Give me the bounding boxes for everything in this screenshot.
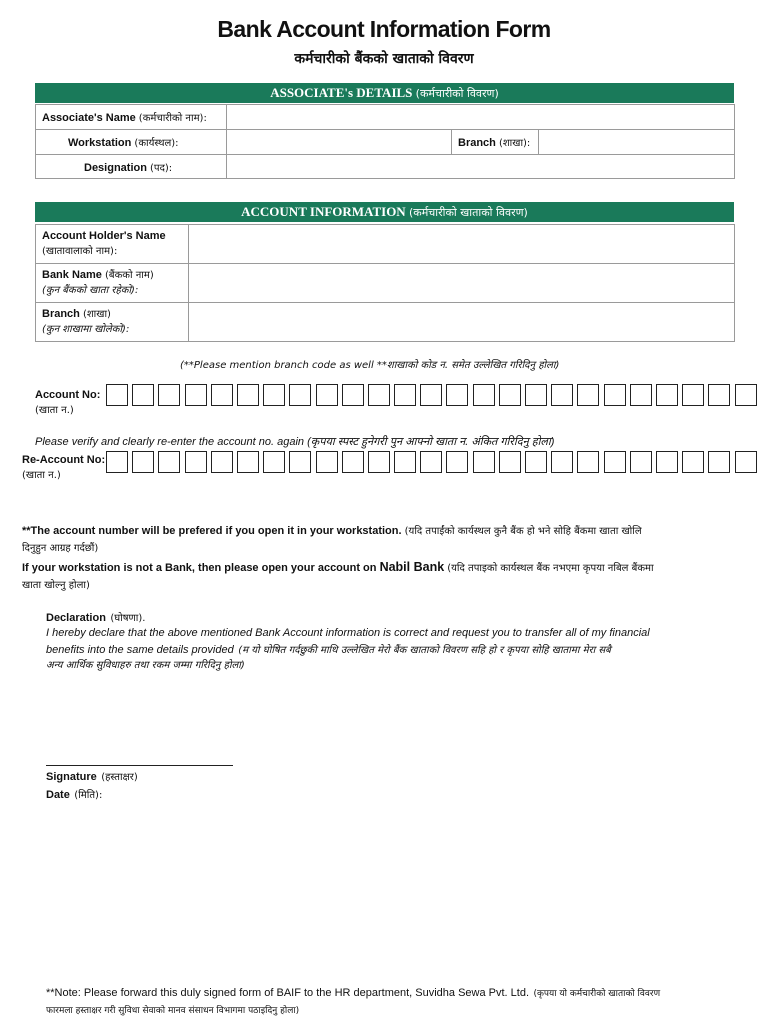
account-no-digit-box[interactable]: [525, 384, 547, 406]
associate-heading-dev: (कर्मचारीको विवरण): [415, 87, 499, 100]
re-account-no-digit-box[interactable]: [316, 451, 338, 473]
note-line-2-dev: दिनुहुन आग्रह गर्दछौं): [22, 543, 99, 554]
declaration-line-1: I hereby declare that the above mentioned Bank Account information is correct and request you to transfer all of my financial: [46, 627, 650, 639]
label-sub-dev: (कुन बैंकको खाता रहेको):: [42, 285, 139, 296]
account-branch-label: [36, 303, 189, 342]
re-account-no-digit-box[interactable]: [604, 451, 626, 473]
label-text: Account Holder's Name: [42, 230, 166, 242]
label-dev: (खातावालाको नाम):: [42, 246, 118, 257]
declaration-line-3-dev: अन्य आर्थिक सुविधाहरु तथा रकम जम्मा गरिदिनु होला): [46, 660, 245, 671]
re-account-no-digit-box[interactable]: [499, 451, 521, 473]
declaration-heading: Declaration: [46, 612, 106, 624]
re-account-no-digit-box[interactable]: [551, 451, 573, 473]
associate-heading-text: ASSOCIATE's DETAILS: [270, 85, 413, 100]
re-account-no-digit-box[interactable]: [473, 451, 495, 473]
footer-line-1-dev: (कृपया यो कर्मचारीको खाताको विवरण: [533, 989, 661, 999]
re-account-no-digit-box[interactable]: [446, 451, 468, 473]
label-dev: (शाखा):: [498, 138, 531, 149]
account-no-digit-box[interactable]: [630, 384, 652, 406]
account-no-digit-box[interactable]: [211, 384, 233, 406]
account-no-digit-box[interactable]: [158, 384, 180, 406]
label-text: Designation: [84, 161, 147, 174]
account-no-digit-box[interactable]: [499, 384, 521, 406]
account-no-digit-box[interactable]: [289, 384, 311, 406]
preference-note: [22, 523, 752, 594]
account-no-digit-box[interactable]: [263, 384, 285, 406]
re-account-no-digit-box[interactable]: [158, 451, 180, 473]
account-no-digit-box[interactable]: [446, 384, 468, 406]
footer-line-2-dev: फारमला हस्ताक्षर गरी सुविधा सेवाको मानव संसाधन विभागमा पठाइदिनु होला): [46, 1006, 300, 1016]
account-holder-field[interactable]: [189, 225, 735, 264]
declaration-heading-dev: (घोषणा).: [110, 613, 146, 624]
associate-details-table: [35, 104, 735, 179]
workstation-label: [36, 130, 227, 155]
branch-code-note: (**Please mention branch code as well **शाखाको कोड न. समेत उल्लेखित गरिदिनु होला): [180, 360, 560, 371]
account-no-digit-box[interactable]: [185, 384, 207, 406]
account-heading-dev: (कर्मचारीको खाताको विवरण): [408, 206, 528, 219]
re-account-no-digit-box[interactable]: [525, 451, 547, 473]
account-no-digit-box[interactable]: [473, 384, 495, 406]
re-account-no-digit-box[interactable]: [630, 451, 652, 473]
label-text: Branch: [42, 308, 80, 320]
footer-note: [46, 983, 756, 1020]
label-dev: (खाता न.): [22, 470, 61, 481]
re-account-no-digit-box[interactable]: [106, 451, 128, 473]
re-account-no-digit-box[interactable]: [735, 451, 757, 473]
note-line-3-dev: (यदि तपाइको कार्यस्थल बैंक नभएमा कृपया नबिल बैंकमा: [447, 563, 654, 574]
re-account-no-digit-box[interactable]: [682, 451, 704, 473]
re-account-no-digit-box[interactable]: [577, 451, 599, 473]
label-dev: (कार्यस्थल):: [134, 138, 179, 149]
date-label-dev: (मिति):: [74, 790, 103, 801]
account-no-label: [35, 388, 100, 418]
account-no-digit-box[interactable]: [604, 384, 626, 406]
label-dev: (पद):: [150, 162, 173, 174]
bank-name-field[interactable]: [189, 264, 735, 303]
associate-details-heading: [35, 83, 734, 103]
re-account-no-digit-box[interactable]: [394, 451, 416, 473]
label-text: Re-Account No:: [22, 454, 106, 466]
re-account-no-digit-box[interactable]: [368, 451, 390, 473]
form-title: Bank Account Information Form: [217, 16, 551, 42]
associate-name-label: [36, 105, 227, 130]
account-no-digit-box[interactable]: [735, 384, 757, 406]
signature-label: Signature: [46, 771, 97, 783]
account-information-heading: [35, 202, 734, 222]
re-account-no-digit-box[interactable]: [185, 451, 207, 473]
designation-field[interactable]: [227, 155, 735, 179]
account-no-digit-box[interactable]: [106, 384, 128, 406]
signature-line[interactable]: [46, 765, 233, 766]
note-line-1-dev: (यदि तपाईंको कार्यस्थल कुनै बैंक हो भने सोहि बैंकमा खाता खोलि: [404, 526, 642, 537]
label-text: Associate's Name: [42, 112, 136, 124]
account-no-digit-box[interactable]: [420, 384, 442, 406]
signature-block: [46, 768, 138, 804]
associate-name-field[interactable]: [227, 105, 735, 130]
label-text: Account No:: [35, 389, 101, 401]
workstation-field[interactable]: [227, 130, 452, 155]
account-information-table: [35, 224, 735, 342]
bank-name-label: [36, 264, 189, 303]
re-account-no-digit-box[interactable]: [211, 451, 233, 473]
label-text: Workstation: [68, 137, 132, 149]
label-dev: (शाखा): [82, 309, 111, 320]
declaration-block: [46, 609, 746, 673]
account-no-digit-box[interactable]: [394, 384, 416, 406]
re-account-no-boxes: [106, 451, 761, 473]
label-dev: (बैंकको नाम): [104, 270, 154, 281]
designation-label: [36, 155, 227, 179]
footer-line-1: **Note: Please forward this duly signed form of BAIF to the HR department, Suvidha Sewa Pvt. Ltd.: [46, 987, 530, 999]
re-account-no-digit-box[interactable]: [708, 451, 730, 473]
label-text: Bank Name: [42, 269, 102, 281]
re-account-no-digit-box[interactable]: [237, 451, 259, 473]
re-account-no-digit-box[interactable]: [263, 451, 285, 473]
note-line-4-dev: खाता खोल्नु होला): [22, 580, 90, 591]
account-no-digit-box[interactable]: [316, 384, 338, 406]
date-label: Date: [46, 789, 70, 801]
label-sub-dev: (कुन शाखामा खोलेको):: [42, 324, 130, 335]
branch-field[interactable]: [539, 130, 735, 155]
signature-label-dev: (हस्ताक्षर): [101, 772, 138, 783]
re-account-no-digit-box[interactable]: [420, 451, 442, 473]
re-account-no-label: [22, 453, 105, 483]
re-account-no-digit-box[interactable]: [656, 451, 678, 473]
re-account-no-digit-box[interactable]: [132, 451, 154, 473]
account-no-digit-box[interactable]: [551, 384, 573, 406]
account-no-digit-box[interactable]: [708, 384, 730, 406]
account-no-digit-box[interactable]: [577, 384, 599, 406]
account-holder-label: [36, 225, 189, 264]
note-line-3: If your workstation is not a Bank, then please open your account on: [22, 562, 377, 574]
account-no-digit-box[interactable]: [656, 384, 678, 406]
re-account-no-digit-box[interactable]: [289, 451, 311, 473]
account-no-digit-box[interactable]: [132, 384, 154, 406]
label-dev: (खाता न.): [35, 405, 74, 416]
re-account-no-digit-box[interactable]: [342, 451, 364, 473]
label-text: Branch: [458, 137, 496, 149]
account-no-digit-box[interactable]: [368, 384, 390, 406]
account-no-boxes: [106, 384, 761, 406]
note-line-1: **The account number will be prefered if you open it in your workstation.: [22, 525, 402, 537]
account-branch-field[interactable]: [189, 303, 735, 342]
verify-note: Please verify and clearly re-enter the account no. again (कृपया स्पस्ट हुनेगरी पुन आफ्नो खाता न. अंकित गरिदिनु होला): [35, 436, 555, 448]
declaration-line-2: benefits into the same details provided: [46, 644, 234, 656]
account-no-digit-box[interactable]: [682, 384, 704, 406]
label-dev: (कर्मचारीको नाम):: [138, 113, 207, 124]
declaration-line-2-dev: (म यो घोषित गर्दछुकी माथि उल्लेखित मेरो बैंक खाताको विवरण सहि हो र कृपया सोहि खातामा मेरा सबै: [238, 645, 611, 656]
nabil-bank-name: Nabil Bank: [379, 560, 445, 574]
account-no-digit-box[interactable]: [342, 384, 364, 406]
branch-label: [452, 130, 539, 155]
form-subtitle: कर्मचारीको बैंकको खाताको विवरण: [294, 51, 474, 67]
account-no-digit-box[interactable]: [237, 384, 259, 406]
account-heading-text: ACCOUNT INFORMATION: [241, 204, 406, 219]
